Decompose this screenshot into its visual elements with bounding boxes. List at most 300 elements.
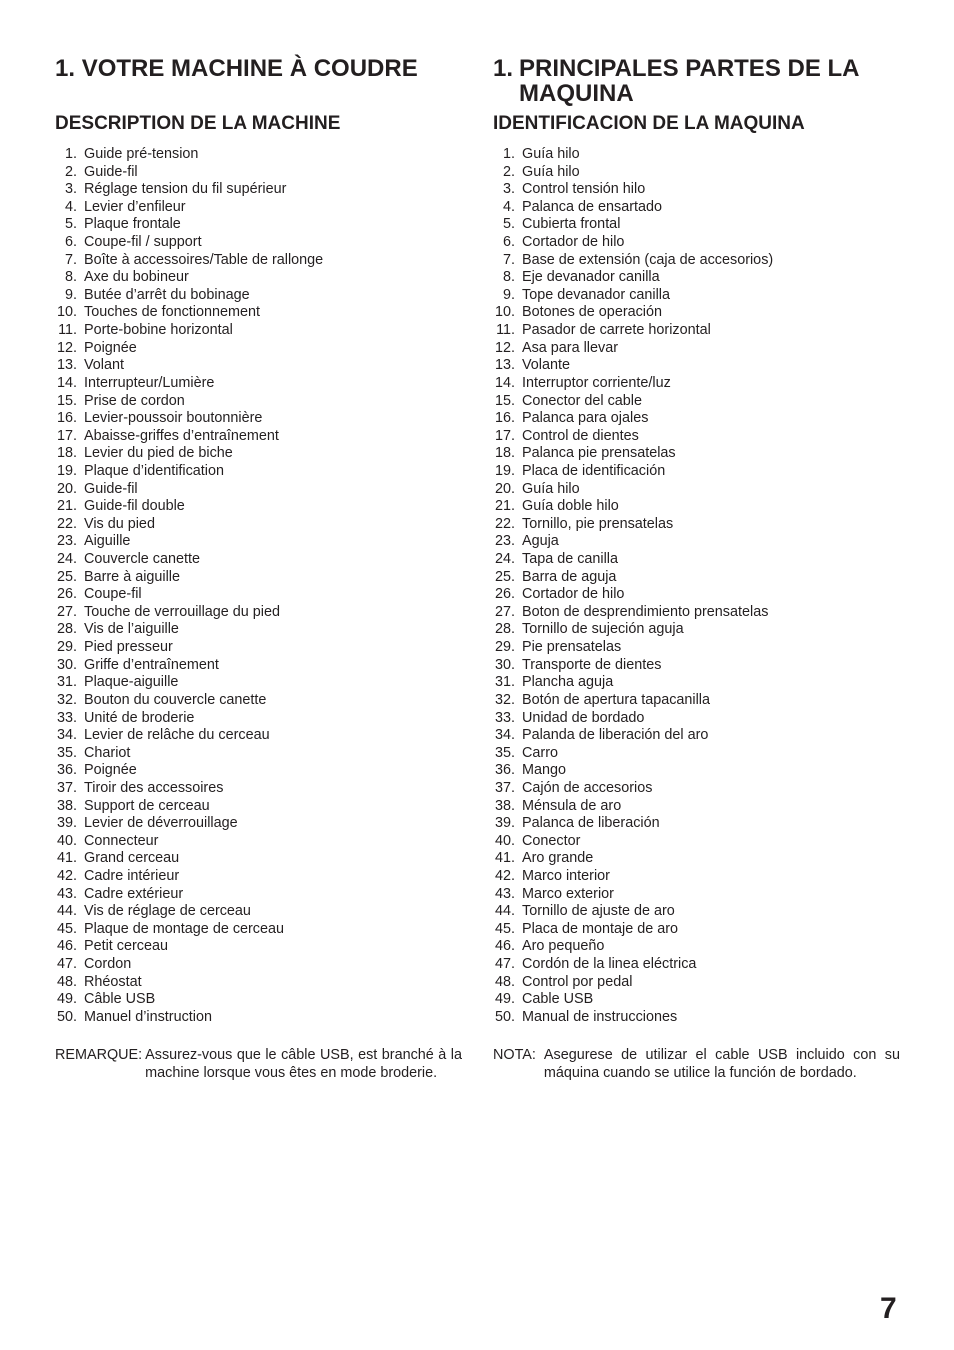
list-item-label: Cortador de hilo <box>522 234 625 251</box>
list-item-number: 24. <box>494 551 515 568</box>
list-item-label: Touche de verrouillage du pied <box>84 603 281 620</box>
list-item <box>493 199 773 217</box>
list-item-number: 40. <box>494 832 515 849</box>
list-item-label: Cortador de hilo <box>522 586 625 603</box>
list-item-number: 2. <box>64 163 77 180</box>
list-item-number: 26. <box>56 586 77 603</box>
list-item-label: Conector <box>522 832 581 849</box>
list-item-label: Vis de réglage de cerceau <box>84 903 251 920</box>
list-item-number: 33. <box>56 709 77 726</box>
list-item-label: Axe du bobineur <box>84 269 189 286</box>
list-item-number: 43. <box>56 885 77 902</box>
list-item-label: Botones de operación <box>522 304 663 321</box>
list-item-number: 24. <box>56 551 77 568</box>
list-item-label: Eje devanador canilla <box>522 269 660 286</box>
list-item-label: Aguja <box>522 533 559 550</box>
list-item-number: 16. <box>494 410 515 427</box>
list-item-label: Marco interior <box>522 867 610 884</box>
list-item <box>493 815 773 833</box>
spanish-note <box>493 1046 900 1082</box>
list-item-label: Interrupteur/Lumière <box>84 374 215 391</box>
list-item <box>493 586 773 604</box>
list-item <box>55 164 323 182</box>
list-item-number: 22. <box>494 515 515 532</box>
list-item-label: Carro <box>522 744 558 761</box>
list-item <box>493 234 773 252</box>
list-item-label: Abaisse-griffes d’entraînement <box>84 427 279 444</box>
list-item-number: 39. <box>56 815 77 832</box>
list-item <box>493 762 773 780</box>
list-item <box>55 393 323 411</box>
list-item-label: Unidad de bordado <box>522 709 645 726</box>
list-item <box>55 621 323 639</box>
list-item-label: Manuel d’instruction <box>84 1008 212 1025</box>
list-item-number: 42. <box>494 867 515 884</box>
list-item-label: Câble USB <box>84 991 156 1008</box>
list-item-number: 26. <box>494 586 515 603</box>
list-item-label: Pasador de carrete horizontal <box>522 322 711 339</box>
list-item-number: 7. <box>502 251 515 268</box>
list-item-label: Pied presseur <box>84 639 173 656</box>
list-item-number: 19. <box>56 462 77 479</box>
list-item-label: Marco exterior <box>522 885 614 902</box>
list-item <box>55 921 323 939</box>
list-item-label: Support de cerceau <box>84 797 210 814</box>
list-item <box>493 692 773 710</box>
list-item-label: Vis du pied <box>84 515 155 532</box>
list-item-label: Palanda de liberación del aro <box>522 727 709 744</box>
list-item <box>55 498 323 516</box>
list-item-label: Coupe-fil / support <box>84 234 202 251</box>
list-item-number: 14. <box>56 374 77 391</box>
list-item-label: Cubierta frontal <box>522 216 621 233</box>
list-item-label: Plaque-aiguille <box>84 674 179 691</box>
list-item-number: 22. <box>56 515 77 532</box>
list-item-label: Tornillo de ajuste de aro <box>522 903 675 920</box>
list-item-number: 47. <box>494 956 515 973</box>
list-item-label: Levier de déverrouillage <box>84 815 238 832</box>
list-item-number: 3. <box>502 181 515 198</box>
list-item-label: Plaque de montage de cerceau <box>84 920 285 937</box>
list-item-label: Guía hilo <box>522 163 580 180</box>
list-item <box>493 216 773 234</box>
list-item <box>493 375 773 393</box>
list-item <box>55 304 323 322</box>
list-item <box>55 674 323 692</box>
french-note-text: Assurez-vous que le câble USB, est branché à la machine lorsque vous êtes en mode broderie. <box>145 1047 462 1081</box>
french-note <box>55 1046 462 1082</box>
list-item-number: 31. <box>56 674 77 691</box>
list-item-number: 2. <box>502 163 515 180</box>
list-item-number: 38. <box>494 797 515 814</box>
list-item-label: Guía hilo <box>522 480 580 497</box>
list-item-number: 1. <box>502 146 515 162</box>
list-item-number: 16. <box>56 410 77 427</box>
list-item <box>493 621 773 639</box>
list-item-label: Cadre extérieur <box>84 885 184 902</box>
list-item-label: Barre à aiguille <box>84 568 180 585</box>
list-item-label: Aiguille <box>84 533 131 550</box>
list-item-label: Tornillo, pie prensatelas <box>522 515 674 532</box>
list-item <box>493 1009 773 1027</box>
list-item <box>55 551 323 569</box>
list-item-number: 21. <box>56 498 77 515</box>
list-item-number: 30. <box>56 656 77 673</box>
list-item <box>493 639 773 657</box>
list-item <box>55 692 323 710</box>
list-item-number: 45. <box>56 920 77 937</box>
list-item-label: Petit cerceau <box>84 938 168 955</box>
list-item <box>55 886 323 904</box>
list-item <box>55 481 323 499</box>
list-item <box>55 833 323 851</box>
spanish-note-text: Asegurese de utilizar el cable USB incluido con su máquina cuando se utilice la función de bordado. <box>543 1047 900 1081</box>
list-item <box>55 745 323 763</box>
list-item <box>493 938 773 956</box>
list-item <box>55 269 323 287</box>
list-item <box>493 445 773 463</box>
list-item <box>493 991 773 1009</box>
list-item-number: 9. <box>64 286 77 303</box>
list-item-number: 32. <box>494 691 515 708</box>
list-item-number: 21. <box>494 498 515 515</box>
list-item-number: 7. <box>64 251 77 268</box>
list-item-number: 25. <box>56 568 77 585</box>
list-item-number: 42. <box>56 867 77 884</box>
list-item-label: Tornillo de sujeción aguja <box>522 621 684 638</box>
list-item <box>55 252 323 270</box>
list-item-number: 48. <box>494 973 515 990</box>
list-item-number: 12. <box>494 339 515 356</box>
list-item <box>55 463 323 481</box>
list-item-label: Barra de aguja <box>522 568 617 585</box>
list-item <box>55 938 323 956</box>
french-title-text: VOTRE MACHINE À COUDRE <box>81 55 418 82</box>
list-item-label: Guide pré-tension <box>84 146 199 162</box>
list-item-number: 8. <box>64 269 77 286</box>
list-item-label: Levier du pied de biche <box>84 445 233 462</box>
list-item <box>493 886 773 904</box>
list-item-label: Tope devanador canilla <box>522 286 671 303</box>
list-item-number: 4. <box>64 198 77 215</box>
list-item-label: Levier de relâche du cerceau <box>84 727 270 744</box>
list-item-label: Manual de instrucciones <box>522 1008 678 1025</box>
list-item-number: 49. <box>494 991 515 1008</box>
list-item <box>493 727 773 745</box>
list-item-label: Poignée <box>84 762 137 779</box>
list-item-number: 38. <box>56 797 77 814</box>
list-item-label: Palanca de liberación <box>522 815 660 832</box>
list-item-label: Aro grande <box>522 850 594 867</box>
list-item <box>493 833 773 851</box>
list-item-number: 3. <box>64 181 77 198</box>
list-item-number: 46. <box>56 938 77 955</box>
list-item-label: Cordón de la linea eléctrica <box>522 956 697 973</box>
spanish-parts-list <box>493 146 773 1026</box>
french-subtitle: DESCRIPTION DE LA MACHINE <box>55 113 341 134</box>
list-item-label: Guía doble hilo <box>522 498 619 515</box>
list-item <box>55 357 323 375</box>
list-item-number: 18. <box>56 445 77 462</box>
list-item-label: Cordon <box>84 956 132 973</box>
list-item <box>493 798 773 816</box>
list-item-label: Guide-fil <box>84 163 138 180</box>
list-item-number: 20. <box>494 480 515 497</box>
list-item <box>55 850 323 868</box>
list-item-number: 6. <box>502 234 515 251</box>
list-item-number: 5. <box>502 216 515 233</box>
spanish-subtitle: IDENTIFICACION DE LA MAQUINA <box>493 113 805 134</box>
list-item-label: Guía hilo <box>522 146 580 162</box>
list-item <box>493 974 773 992</box>
list-item-number: 11. <box>58 322 77 339</box>
list-item-label: Plancha aguja <box>522 674 614 691</box>
french-section-title <box>55 56 462 81</box>
list-item-label: Couvercle canette <box>84 551 200 568</box>
list-item-number: 30. <box>494 656 515 673</box>
list-item-number: 36. <box>56 762 77 779</box>
list-item <box>493 903 773 921</box>
list-item-number: 25. <box>494 568 515 585</box>
list-item-label: Vis de l’aiguille <box>84 621 179 638</box>
list-item-label: Aro pequeño <box>522 938 605 955</box>
list-item-label: Cable USB <box>522 991 594 1008</box>
list-item-number: 39. <box>494 815 515 832</box>
list-item <box>493 956 773 974</box>
list-item-label: Connecteur <box>84 832 159 849</box>
list-item-number: 29. <box>494 639 515 656</box>
list-item <box>493 269 773 287</box>
list-item-number: 44. <box>56 903 77 920</box>
list-item-label: Réglage tension du fil supérieur <box>84 181 287 198</box>
spanish-title-text: PRINCIPALES PARTES DE LA MAQUINA <box>519 55 859 107</box>
list-item-number: 18. <box>494 445 515 462</box>
list-item <box>55 410 323 428</box>
list-item <box>493 340 773 358</box>
list-item <box>493 850 773 868</box>
list-item <box>55 586 323 604</box>
list-item <box>493 516 773 534</box>
list-item <box>55 604 323 622</box>
list-item-label: Unité de broderie <box>84 709 195 726</box>
list-item-number: 33. <box>494 709 515 726</box>
list-item-number: 13. <box>56 357 77 374</box>
list-item <box>55 798 323 816</box>
list-item <box>55 639 323 657</box>
spanish-section-title <box>493 56 900 106</box>
list-item-number: 35. <box>494 744 515 761</box>
list-item-number: 50. <box>494 1008 515 1025</box>
list-item <box>493 921 773 939</box>
french-title-number: 1. <box>55 55 76 82</box>
list-item <box>493 322 773 340</box>
list-item <box>55 375 323 393</box>
list-item <box>55 762 323 780</box>
page-number: 7 <box>880 1292 897 1325</box>
list-item <box>55 428 323 446</box>
list-item <box>55 516 323 534</box>
list-item-number: 36. <box>494 762 515 779</box>
list-item-label: Placa de montaje de aro <box>522 920 678 937</box>
list-item <box>493 657 773 675</box>
spanish-title-number: 1. <box>493 55 514 82</box>
list-item-label: Boîte à accessoires/Table de rallonge <box>84 251 324 268</box>
list-item <box>55 956 323 974</box>
list-item-label: Plaque frontale <box>84 216 181 233</box>
list-item-number: 47. <box>56 956 77 973</box>
list-item-label: Conector del cable <box>522 392 642 409</box>
spanish-column <box>493 55 900 1081</box>
list-item-number: 40. <box>56 832 77 849</box>
list-item <box>55 815 323 833</box>
list-item <box>55 340 323 358</box>
list-item-label: Grand cerceau <box>84 850 180 867</box>
list-item-label: Tiroir des accessoires <box>84 779 224 796</box>
list-item <box>55 868 323 886</box>
list-item-label: Control tensión hilo <box>522 181 646 198</box>
french-column <box>55 55 462 1081</box>
list-item <box>493 357 773 375</box>
list-item-number: 10. <box>494 304 515 321</box>
list-item-number: 12. <box>56 339 77 356</box>
list-item-number: 15. <box>56 392 77 409</box>
list-item-number: 50. <box>56 1008 77 1025</box>
list-item-number: 34. <box>494 727 515 744</box>
list-item <box>55 146 323 164</box>
list-item-number: 10. <box>56 304 77 321</box>
list-item-number: 34. <box>56 727 77 744</box>
list-item-number: 49. <box>56 991 77 1008</box>
list-item <box>493 481 773 499</box>
list-item-label: Guide-fil <box>84 480 138 497</box>
list-item-label: Pie prensatelas <box>522 639 622 656</box>
list-item-number: 46. <box>494 938 515 955</box>
list-item-label: Plaque d’identification <box>84 462 225 479</box>
list-item-label: Mango <box>522 762 567 779</box>
list-item <box>493 181 773 199</box>
list-item <box>493 710 773 728</box>
list-item-label: Levier-poussoir boutonnière <box>84 410 263 427</box>
list-item-number: 20. <box>56 480 77 497</box>
list-item-number: 1. <box>64 146 77 162</box>
list-item-number: 28. <box>494 621 515 638</box>
list-item-label: Volante <box>522 357 571 374</box>
list-item-number: 29. <box>56 639 77 656</box>
list-item-number: 44. <box>494 903 515 920</box>
list-item <box>493 868 773 886</box>
list-item-number: 27. <box>56 603 77 620</box>
list-item-label: Griffe d’entraînement <box>84 656 219 673</box>
list-item <box>55 991 323 1009</box>
list-item-label: Palanca pie prensatelas <box>522 445 676 462</box>
list-item-number: 43. <box>494 885 515 902</box>
list-item-number: 19. <box>494 462 515 479</box>
list-item-number: 14. <box>494 374 515 391</box>
list-item-number: 37. <box>494 779 515 796</box>
list-item-label: Rhéostat <box>84 973 142 990</box>
list-item-label: Palanca de ensartado <box>522 198 663 215</box>
list-item <box>55 1009 323 1027</box>
list-item-label: Botón de apertura tapacanilla <box>522 691 711 708</box>
list-item <box>493 393 773 411</box>
list-item <box>493 146 773 164</box>
list-item-number: 8. <box>502 269 515 286</box>
list-item <box>493 674 773 692</box>
list-item <box>55 727 323 745</box>
list-item-label: Cajón de accesorios <box>522 779 653 796</box>
list-item-number: 11. <box>496 322 515 339</box>
list-item <box>493 410 773 428</box>
list-item <box>55 533 323 551</box>
french-parts-list <box>55 146 323 1026</box>
list-item <box>55 903 323 921</box>
list-item-label: Asa para llevar <box>522 339 618 356</box>
list-item-number: 15. <box>494 392 515 409</box>
list-item-label: Prise de cordon <box>84 392 185 409</box>
list-item-number: 31. <box>494 674 515 691</box>
list-item <box>493 745 773 763</box>
spanish-note-label: NOTA: <box>493 1047 536 1063</box>
list-item <box>55 199 323 217</box>
list-item-label: Butée d’arrêt du bobinage <box>84 286 250 303</box>
list-item <box>493 569 773 587</box>
list-item <box>55 974 323 992</box>
list-item-number: 27. <box>494 603 515 620</box>
list-item <box>493 304 773 322</box>
list-item-number: 45. <box>494 920 515 937</box>
list-item <box>55 710 323 728</box>
list-item <box>493 551 773 569</box>
list-item-label: Tapa de canilla <box>522 551 619 568</box>
list-item <box>493 287 773 305</box>
list-item <box>493 252 773 270</box>
list-item-label: Control por pedal <box>522 973 633 990</box>
list-item-label: Interruptor corriente/luz <box>522 374 671 391</box>
list-item <box>493 780 773 798</box>
french-note-label: REMARQUE: <box>55 1047 143 1063</box>
list-item-label: Placa de identificación <box>522 462 666 479</box>
list-item-label: Bouton du couvercle canette <box>84 691 267 708</box>
list-item-number: 32. <box>56 691 77 708</box>
list-item-number: 6. <box>64 234 77 251</box>
list-item-number: 48. <box>56 973 77 990</box>
list-item-number: 41. <box>56 850 77 867</box>
list-item <box>55 322 323 340</box>
list-item <box>493 604 773 622</box>
list-item-number: 4. <box>502 198 515 215</box>
list-item <box>55 181 323 199</box>
list-item-number: 35. <box>56 744 77 761</box>
list-item-label: Guide-fil double <box>84 498 185 515</box>
list-item-label: Chariot <box>84 744 131 761</box>
list-item-label: Porte-bobine horizontal <box>84 322 233 339</box>
list-item-number: 17. <box>494 427 515 444</box>
list-item-label: Palanca para ojales <box>522 410 649 427</box>
list-item-label: Cadre intérieur <box>84 867 180 884</box>
list-item-number: 5. <box>64 216 77 233</box>
list-item <box>493 164 773 182</box>
list-item-label: Volant <box>84 357 125 374</box>
list-item <box>493 533 773 551</box>
list-item <box>55 780 323 798</box>
list-item-label: Boton de desprendimiento prensatelas <box>522 603 769 620</box>
list-item <box>55 216 323 234</box>
list-item-number: 28. <box>56 621 77 638</box>
list-item-number: 13. <box>494 357 515 374</box>
list-item <box>55 569 323 587</box>
list-item-number: 41. <box>494 850 515 867</box>
list-item-label: Levier d’enfileur <box>84 198 186 215</box>
